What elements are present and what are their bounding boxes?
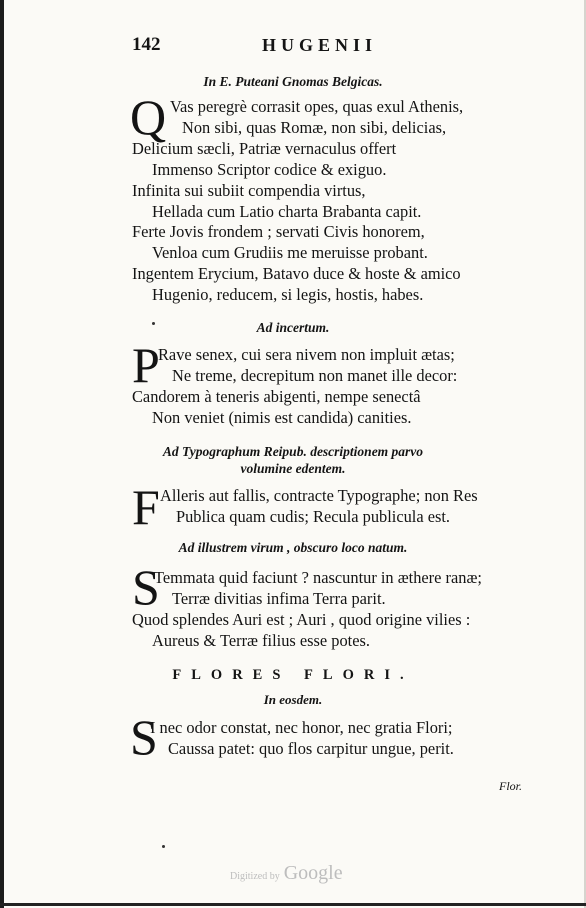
poem-4-line-3: Quod splendes Auri est ; Auri , quod origine vilies :	[132, 610, 471, 629]
poem-5-line-1: I nec odor constat, nec honor, nec gratia Flori;	[150, 718, 453, 737]
ink-speck	[162, 845, 165, 848]
digitized-footer	[230, 862, 343, 885]
poem-3-title-line-2: volumine edentem.	[240, 461, 346, 476]
poem-4-line-1: Temmata quid faciunt ? nascuntur in æthere ranæ;	[154, 568, 482, 587]
poem-4-title: Ad illustrem virum , obscuro loco natum.	[178, 540, 408, 555]
poem-1-line-8: Venloa cum Grudiis me meruisse probant.	[152, 243, 428, 262]
bottom-rule	[0, 903, 586, 906]
poem-3-line-1: Alleris aut fallis, contracte Typographe; non Res	[160, 486, 478, 505]
google-logo: Google	[283, 862, 343, 884]
poem-4-line-2: Terræ divitias infima Terra parit.	[172, 589, 386, 608]
catchword: Flor.	[498, 779, 522, 793]
digitized-by-text: Digitized by	[230, 871, 280, 882]
poem-1-drop-cap: Q	[130, 89, 167, 145]
poem-1-line-7: Ferte Jovis frondem ; servati Civis honorem,	[132, 222, 425, 241]
poem-2-line-3: Candorem à teneris abigenti, nempe senectâ	[132, 387, 421, 406]
poem-2-line-4: Non veniet (nimis est candida) canities.	[152, 408, 412, 427]
poem-2-title: Ad incertum.	[256, 320, 330, 335]
poem-3-line-2: Publica quam cudis; Recula publicula est.	[176, 507, 451, 526]
poem-4-line-4: Aureus & Terræ filius esse potes.	[152, 631, 370, 650]
poem-5-title: In eosdem.	[263, 692, 323, 707]
page-number: 142	[132, 34, 161, 55]
poem-2-line-1: Rave senex, cui sera nivem non impluit ætas;	[158, 345, 455, 364]
poem-3-title-line-1: Ad Typographum Reipub. descriptionem parvo	[162, 444, 424, 459]
poem-1-title: In E. Puteani Gnomas Belgicas.	[203, 74, 383, 89]
poem-1-line-5: Infinita sui subiit compendia virtus,	[132, 181, 366, 200]
poem-5-line-2: Caussa patet: quo flos carpitur ungue, perit.	[168, 739, 454, 758]
poem-3-drop-cap: F	[132, 479, 160, 535]
poem-1-line-6: Hellada cum Latio charta Brabanta capit.	[152, 202, 422, 221]
ink-speck	[152, 322, 155, 325]
poem-5-drop-cap: S	[130, 709, 158, 765]
poem-1-line-1: Vas peregrè corrasit opes, quas exul Athenis,	[170, 97, 464, 116]
poem-2-drop-cap: P	[132, 337, 160, 393]
poem-1-line-2: Non sibi, quas Romæ, non sibi, delicias,	[182, 118, 447, 137]
section-heading: FLORES FLORI.	[172, 667, 414, 683]
poem-1-line-10: Hugenio, reducem, si legis, hostis, habes.	[152, 285, 424, 304]
poem-2-line-2: Ne treme, decrepitum non manet ille decor:	[172, 366, 458, 385]
poem-1-line-4: Immenso Scriptor codice & exiguo.	[152, 160, 387, 179]
poem-4-drop-cap: S	[132, 559, 160, 615]
poem-1-line-3: Delicium sæcli, Patriæ vernaculus offert	[132, 139, 397, 158]
poem-1-line-9: Ingentem Erycium, Batavo duce & hoste & amico	[132, 264, 461, 283]
running-head: HUGENII	[262, 35, 378, 55]
